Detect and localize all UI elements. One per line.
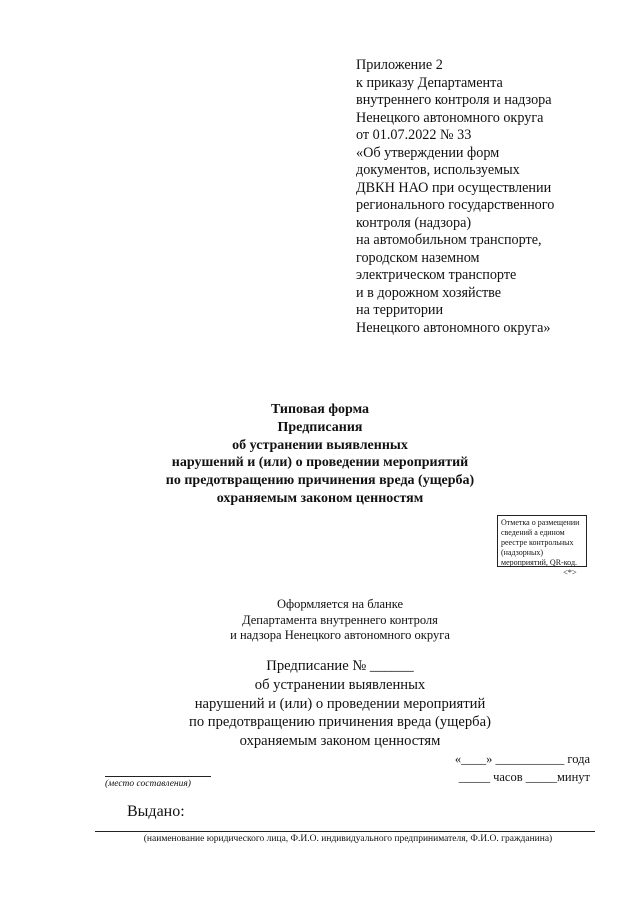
order-title-line: по предотвращению причинения вреда (ущерба) xyxy=(189,714,491,731)
appendix-line: к приказу Департамента xyxy=(356,74,503,91)
appendix-line: от 01.07.2022 № 33 xyxy=(356,127,472,143)
order-title-line: об устранении выявленных xyxy=(254,676,426,693)
appendix-line: городском наземном xyxy=(356,249,480,266)
place-underline xyxy=(105,776,211,777)
registry-note-line: Отметка о размещении xyxy=(501,518,580,527)
order-title-line: нарушений и (или) о проведении мероприятий xyxy=(194,695,486,712)
blank-note-line: и надзора Ненецкого автономного округа xyxy=(230,628,450,643)
issued-label: Выдано: xyxy=(127,803,185,820)
appendix-line: Приложение 2 xyxy=(356,57,443,73)
blank-note-line: Оформляется на бланке xyxy=(276,597,404,611)
appendix-line: электрическом транспорте xyxy=(356,267,517,283)
registry-note-line: мероприятий, QR-код. xyxy=(501,558,578,567)
form-title-line: по предотвращению причинения вреда (ущерба) xyxy=(165,473,475,489)
appendix-line: внутреннего контроля и надзора xyxy=(356,92,552,108)
place-caption: (место составления) xyxy=(105,779,191,789)
appendix-line: документов, используемых xyxy=(356,162,520,178)
appendix-header xyxy=(356,57,616,337)
form-title-line: об устранении выявленных xyxy=(232,437,408,453)
footnote-mark: <*> xyxy=(563,567,577,577)
registry-note-box xyxy=(497,515,587,567)
form-title-line: Типовая форма xyxy=(270,402,370,417)
appendix-line: на автомобильном транспорте, xyxy=(356,232,542,248)
order-title-line: Предписание № ______ xyxy=(266,658,414,674)
form-title-line: нарушений и (или) о проведении мероприятий xyxy=(171,455,469,471)
appendix-line: «Об утверждении форм xyxy=(356,144,500,161)
form-title-line: Предписания xyxy=(277,419,363,435)
appendix-line: Ненецкого автономного округа» xyxy=(356,319,551,336)
appendix-line: и в дорожном хозяйстве xyxy=(356,284,502,301)
order-title xyxy=(150,657,530,751)
registry-note-line: (надзорных) xyxy=(501,548,544,557)
issued-underline xyxy=(95,831,595,832)
appendix-line: ДВКН НАО при осуществлении xyxy=(356,179,552,196)
appendix-line: контроля (надзора) xyxy=(356,214,472,231)
registry-note-line: реестре контрольных xyxy=(501,538,574,547)
form-title-line: охраняемым законом ценностям xyxy=(216,490,424,506)
appendix-line: Ненецкого автономного округа xyxy=(356,109,544,126)
blank-note-line: Департамента внутреннего контроля xyxy=(242,612,438,627)
time-field: _____ часов _____минут xyxy=(458,770,590,784)
appendix-line: регионального государственного xyxy=(356,197,555,213)
issued-caption: (наименование юридического лица, Ф.И.О. индивидуального предпринимателя, Ф.И.О. гражданина) xyxy=(143,834,553,844)
registry-note-line: сведений а едином xyxy=(501,528,565,537)
blank-note xyxy=(200,597,480,644)
appendix-line: на территории xyxy=(356,302,444,318)
form-title xyxy=(100,401,540,508)
order-title-line: охраняемым законом ценностям xyxy=(239,733,441,750)
date-field: «____» ___________ года xyxy=(454,752,590,766)
